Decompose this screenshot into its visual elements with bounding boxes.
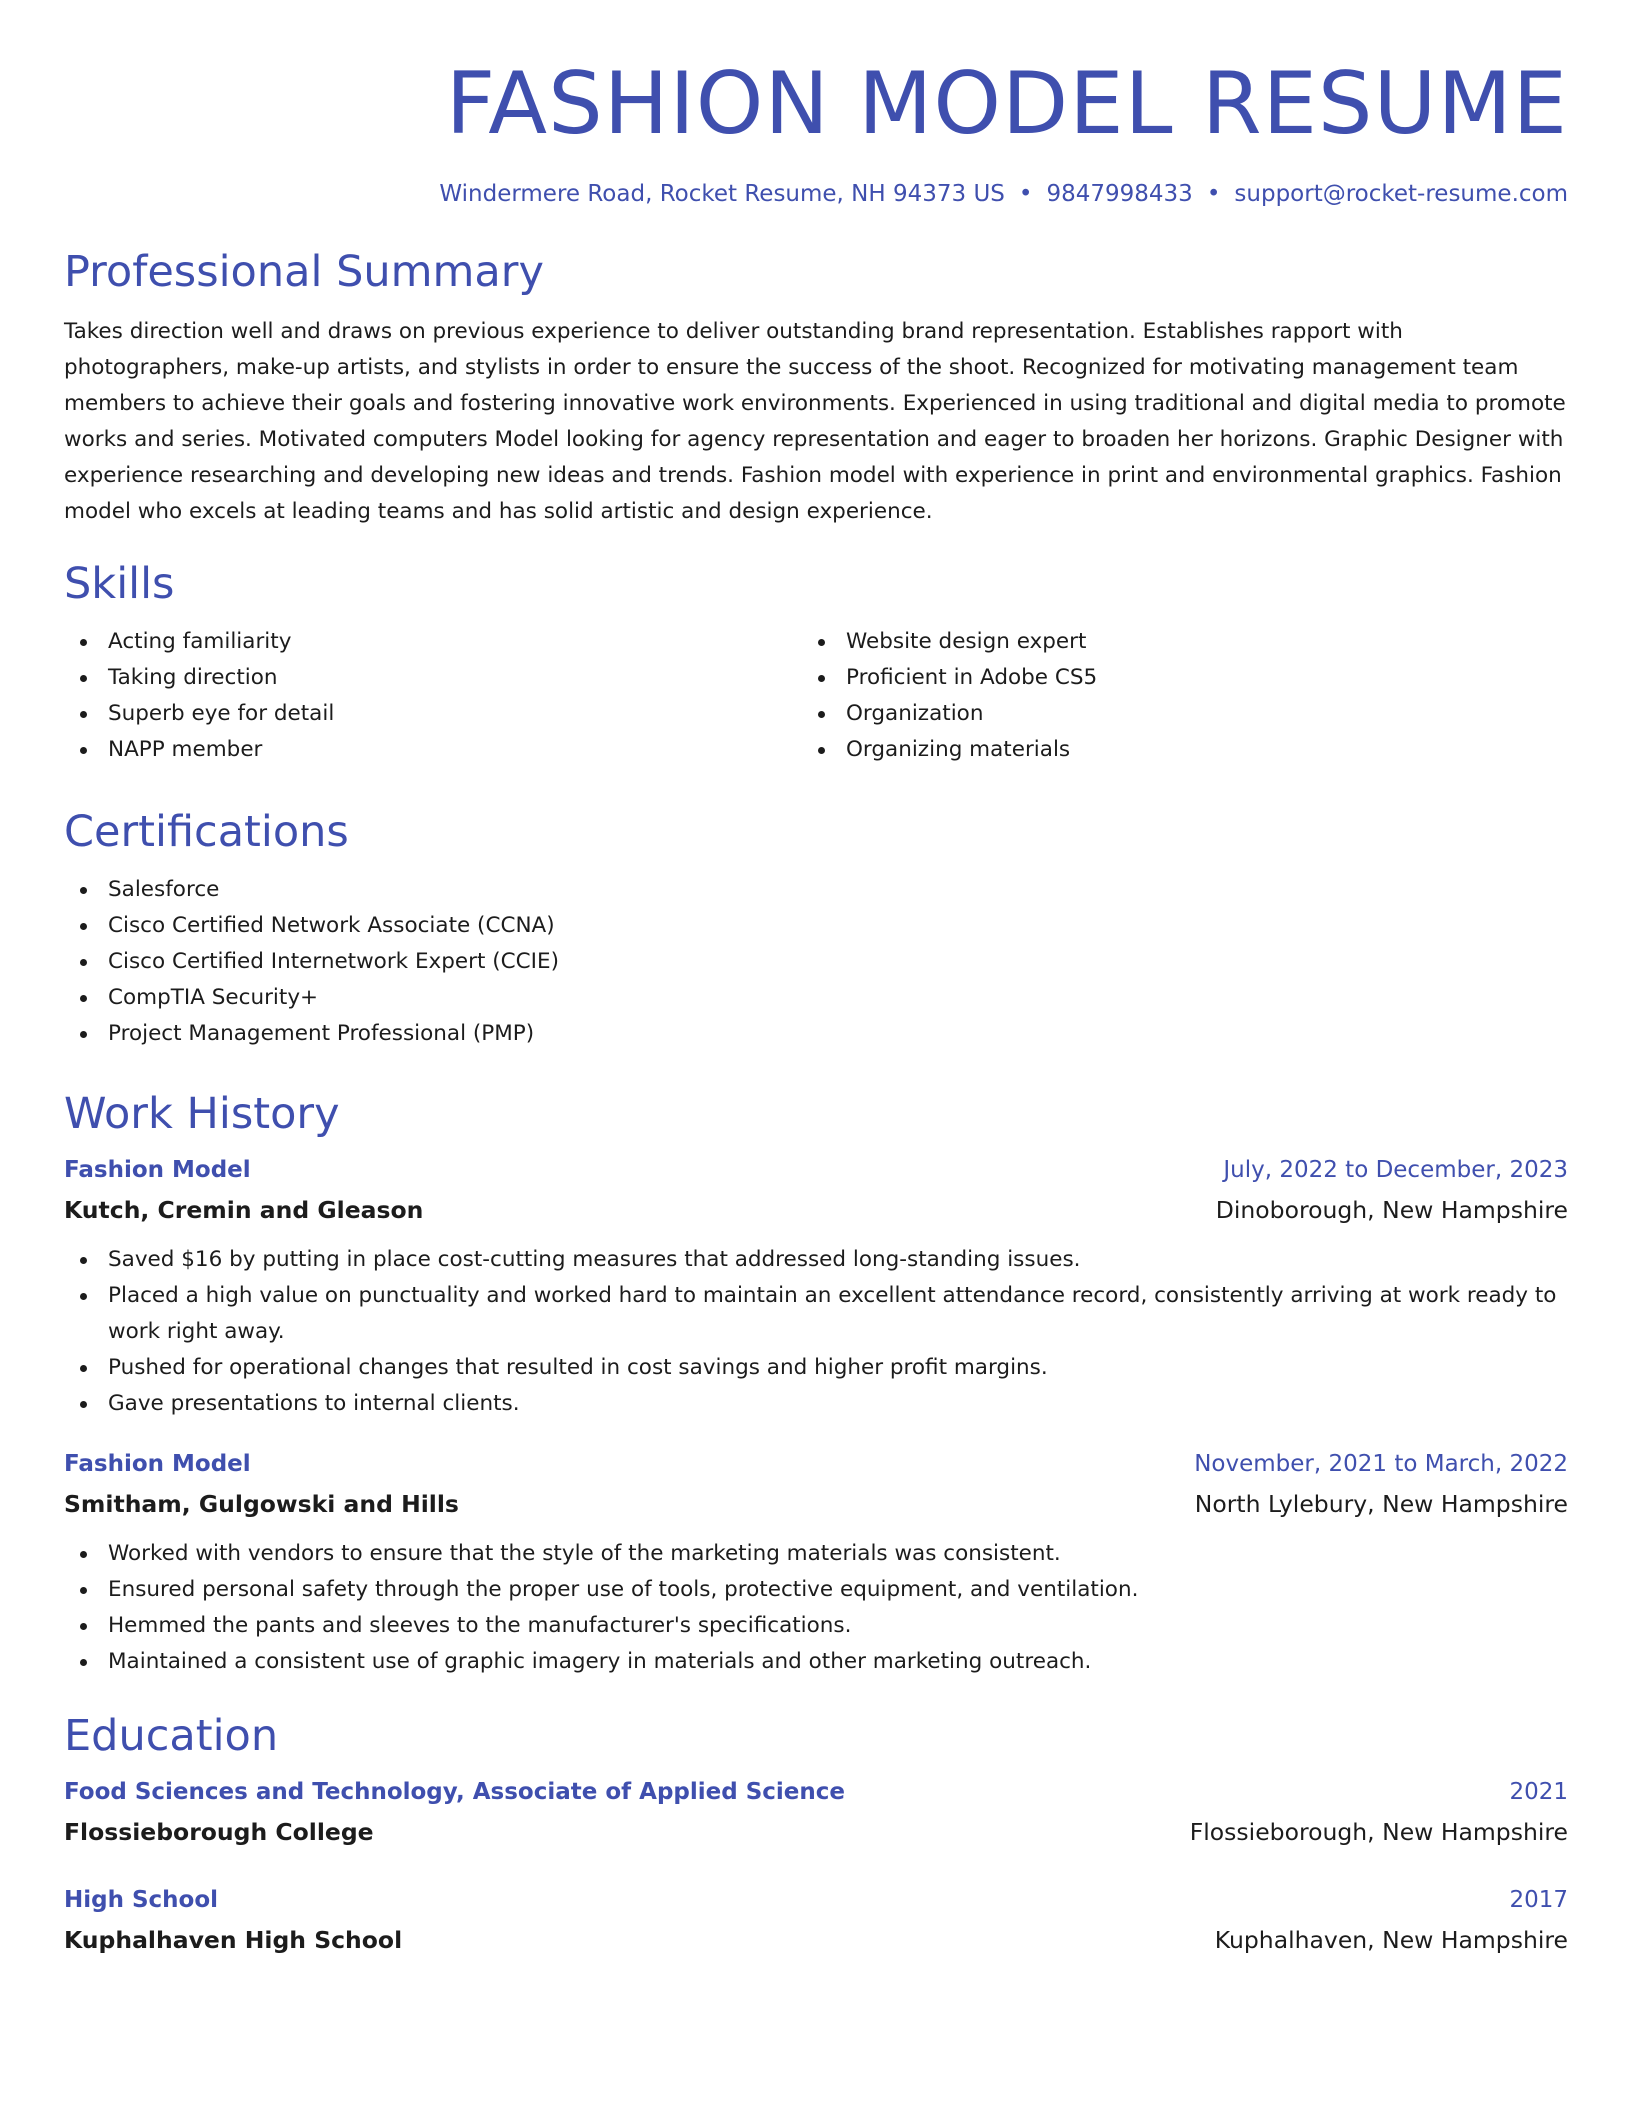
certification-item: CompTIA Security+: [64, 980, 1568, 1016]
summary-section: [64, 244, 1568, 530]
address: Windermere Road, Rocket Resume, NH 94373 US: [439, 181, 1005, 207]
skill-item: Organization: [802, 696, 1540, 732]
education-heading: Education: [64, 1711, 279, 1761]
company-name: Smitham, Gulgowski and Hills: [64, 1490, 459, 1518]
skills-left-list: [64, 624, 802, 768]
job-duty: Worked with vendors to ensure that the style of the marketing materials was consistent.: [64, 1536, 1568, 1572]
education-section: [64, 1708, 1568, 1960]
job-entry: [64, 1150, 1568, 1422]
school-name: Flossieborough College: [64, 1818, 374, 1846]
certifications-section: [64, 804, 1568, 1052]
certification-item: Project Management Professional (PMP): [64, 1016, 1568, 1052]
graduation-year: 2021: [1509, 1779, 1568, 1805]
school-name: Kuphalhaven High School: [64, 1926, 403, 1954]
skill-item: NAPP member: [64, 732, 802, 768]
skill-item: Taking direction: [64, 660, 802, 696]
job-title: Fashion Model: [64, 1451, 251, 1477]
skills-right-list: [802, 624, 1540, 768]
job-duties-list: [64, 1242, 1568, 1422]
skill-item: Proficient in Adobe CS5: [802, 660, 1540, 696]
email: support@rocket-resume.com: [1234, 181, 1568, 207]
summary-heading: Professional Summary: [64, 247, 544, 297]
job-duty: Saved $16 by putting in place cost-cutting measures that addressed long-standing issues.: [64, 1242, 1568, 1278]
skill-item: Superb eye for detail: [64, 696, 802, 732]
certifications-list: [64, 872, 1568, 1052]
school-location: Flossieborough, New Hampshire: [1189, 1818, 1568, 1846]
summary-text: Takes direction well and draws on previous experience to deliver outstanding brand representation. Establishes rapport with photographers, make-up artists, and stylists in order to ensure the success of the shoot. Recognized for motivating management team members to achieve their goals and fostering innovative work environments. Experienced in using traditional and digital media to promote works and series. Motivated computers Model looking for agency representation and eager to broaden her horizons. Graphic Designer with experience researching and developing new ideas and trends. Fashion model with experience in print and environmental graphics. Fashion model who excels at leading teams and has solid artistic and design experience.: [64, 319, 1566, 524]
skill-item: Website design expert: [802, 624, 1540, 660]
job-dates: July, 2022 to December, 2023: [1223, 1157, 1568, 1183]
certification-item: Salesforce: [64, 872, 1568, 908]
degree-name: Food Sciences and Technology, Associate of Applied Science: [64, 1779, 846, 1805]
job-duty: Pushed for operational changes that resulted in cost savings and higher profit margins.: [64, 1350, 1568, 1386]
certifications-heading: Certifications: [64, 807, 349, 857]
job-title: Fashion Model: [64, 1157, 251, 1183]
job-duty: Maintained a consistent use of graphic imagery in materials and other marketing outreach.: [64, 1644, 1568, 1680]
graduation-year: 2017: [1509, 1887, 1568, 1913]
skill-item: Organizing materials: [802, 732, 1540, 768]
phone: 9847998433: [1046, 181, 1193, 207]
work-history-heading: Work History: [64, 1089, 340, 1139]
job-location: Dinoborough, New Hampshire: [1215, 1196, 1568, 1224]
degree-name: High School: [64, 1887, 219, 1913]
job-duties-list: [64, 1536, 1568, 1680]
skills-heading: Skills: [64, 559, 175, 609]
job-duty: Gave presentations to internal clients.: [64, 1386, 1568, 1422]
contact-line: [64, 178, 1568, 210]
contact-separator: •: [1206, 181, 1221, 207]
skill-item: Acting familiarity: [64, 624, 802, 660]
job-dates: November, 2021 to March, 2022: [1194, 1451, 1568, 1477]
job-location: North Lylebury, New Hampshire: [1194, 1490, 1568, 1518]
skills-section: [64, 556, 1568, 768]
education-entry: [64, 1772, 1568, 1852]
work-history-section: [64, 1086, 1568, 1680]
job-entry: [64, 1444, 1568, 1680]
education-entry: [64, 1880, 1568, 1960]
job-duty: Ensured personal safety through the proper use of tools, protective equipment, and ventilation.: [64, 1572, 1568, 1608]
certification-item: Cisco Certified Network Associate (CCNA): [64, 908, 1568, 944]
skills-columns: [64, 624, 1568, 768]
job-duty: Hemmed the pants and sleeves to the manufacturer's specifications.: [64, 1608, 1568, 1644]
school-location: Kuphalhaven, New Hampshire: [1214, 1926, 1568, 1954]
job-duty: Placed a high value on punctuality and worked hard to maintain an excellent attendance record, consistently arriving at work ready to work right away.: [64, 1278, 1568, 1350]
certification-item: Cisco Certified Internetwork Expert (CCIE): [64, 944, 1568, 980]
resume-title: FASHION MODEL RESUME: [445, 54, 1568, 154]
company-name: Kutch, Cremin and Gleason: [64, 1196, 424, 1224]
contact-separator: •: [1018, 181, 1033, 207]
